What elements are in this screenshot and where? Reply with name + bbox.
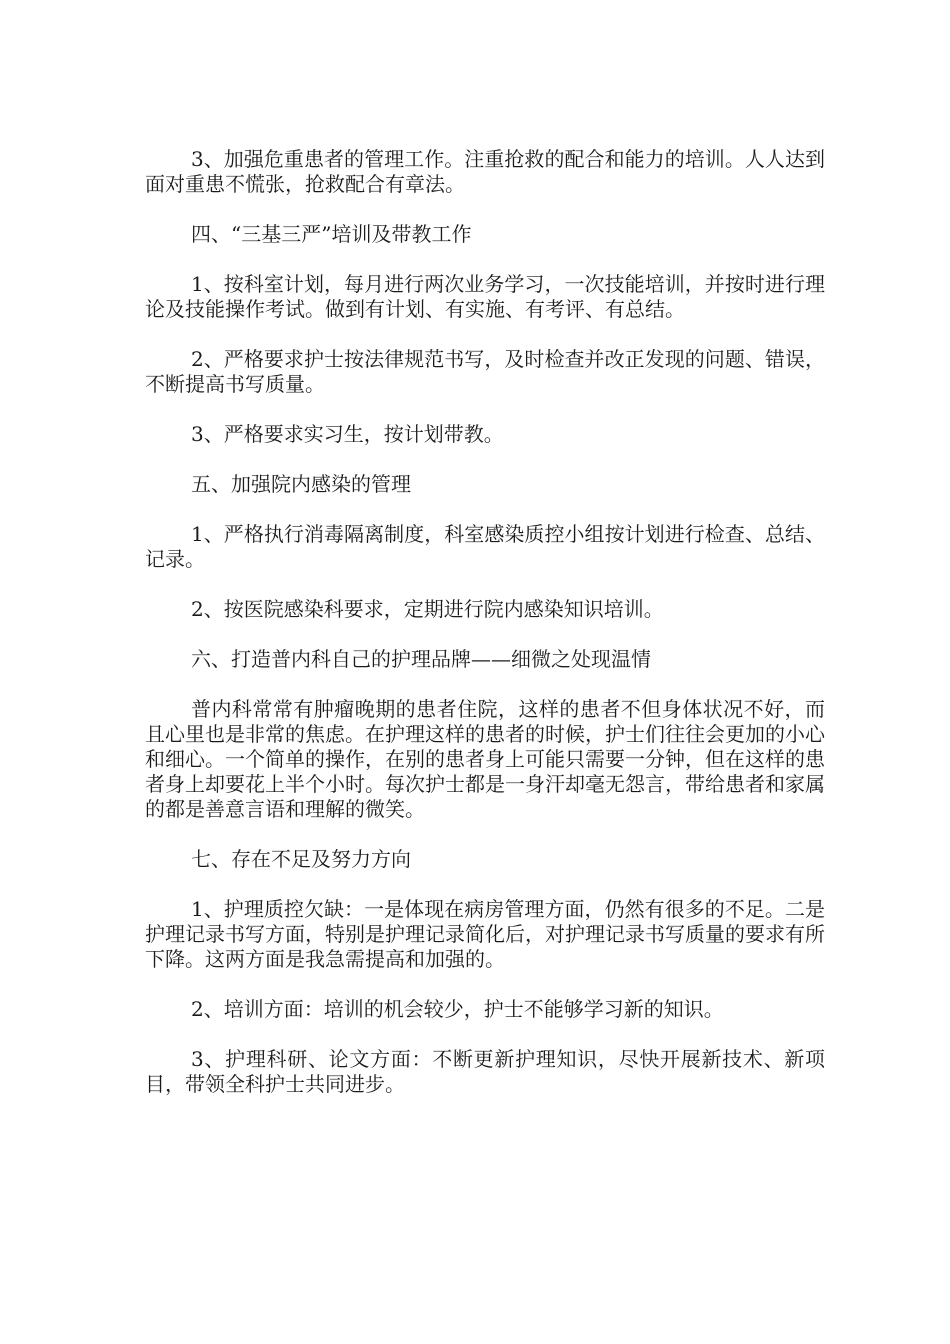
paragraph-intern-teaching: 3、严格要求实习生，按计划带教。 — [191, 422, 504, 446]
section-heading-infection-control: 五、加强院内感染的管理 — [191, 472, 411, 496]
paragraph-research: 3、护理科研、论文方面：不断更新护理知识，尽快开展新技术、新项目，带领全科护士共同进步。 — [145, 1047, 825, 1096]
paragraph-quality-control: 1、护理质控欠缺：一是体现在病房管理方面，仍然有很多的不足。二是护理记录书写方面，特别是护理记录简化后，对护理记录书写质量的要求有所下降。这两方面是我急需提高和加强的。 — [145, 897, 825, 971]
document-body — [145, 147, 825, 1122]
section-heading-training: 四、“三基三严”培训及带教工作 — [191, 222, 472, 246]
paragraph-training-opportunities: 2、培训方面：培训的机会较少，护士不能够学习新的知识。 — [191, 997, 724, 1021]
section-heading-nursing-brand: 六、打造普内科自己的护理品牌——细微之处现温情 — [191, 647, 651, 671]
paragraph-infection-training: 2、按医院感染科要求，定期进行院内感染知识培训。 — [191, 597, 664, 621]
paragraph-critical-patient-management: 3、加强危重患者的管理工作。注重抢救的配合和能力的培训。人人达到面对重患不慌张，抢救配合有章法。 — [145, 147, 825, 196]
paragraph-study-plan: 1、按科室计划，每月进行两次业务学习，一次技能培训，并按时进行理论及技能操作考试。做到有计划、有实施、有考评、有总结。 — [145, 272, 825, 321]
section-heading-shortcomings: 七、存在不足及努力方向 — [191, 847, 411, 871]
paragraph-disinfection: 1、严格执行消毒隔离制度，科室感染质控小组按计划进行检查、总结、记录。 — [145, 522, 825, 571]
paragraph-writing-standards: 2、严格要求护士按法律规范书写，及时检查并改正发现的问题、错误，不断提高书写质量。 — [145, 347, 825, 396]
paragraph-nursing-care: 普内科常常有肿瘤晚期的患者住院，这样的患者不但身体状况不好，而且心里也是非常的焦虑。在护理这样的患者的时候，护士们往往会更加的小心和细心。一个简单的操作，在别的患者身上可能只需要一分钟，但在这样的患者身上却要花上半个小时。每次护士都是一身汗却毫无怨言，带给患者和家属的都是善意言语和理解的微笑。 — [145, 697, 825, 821]
